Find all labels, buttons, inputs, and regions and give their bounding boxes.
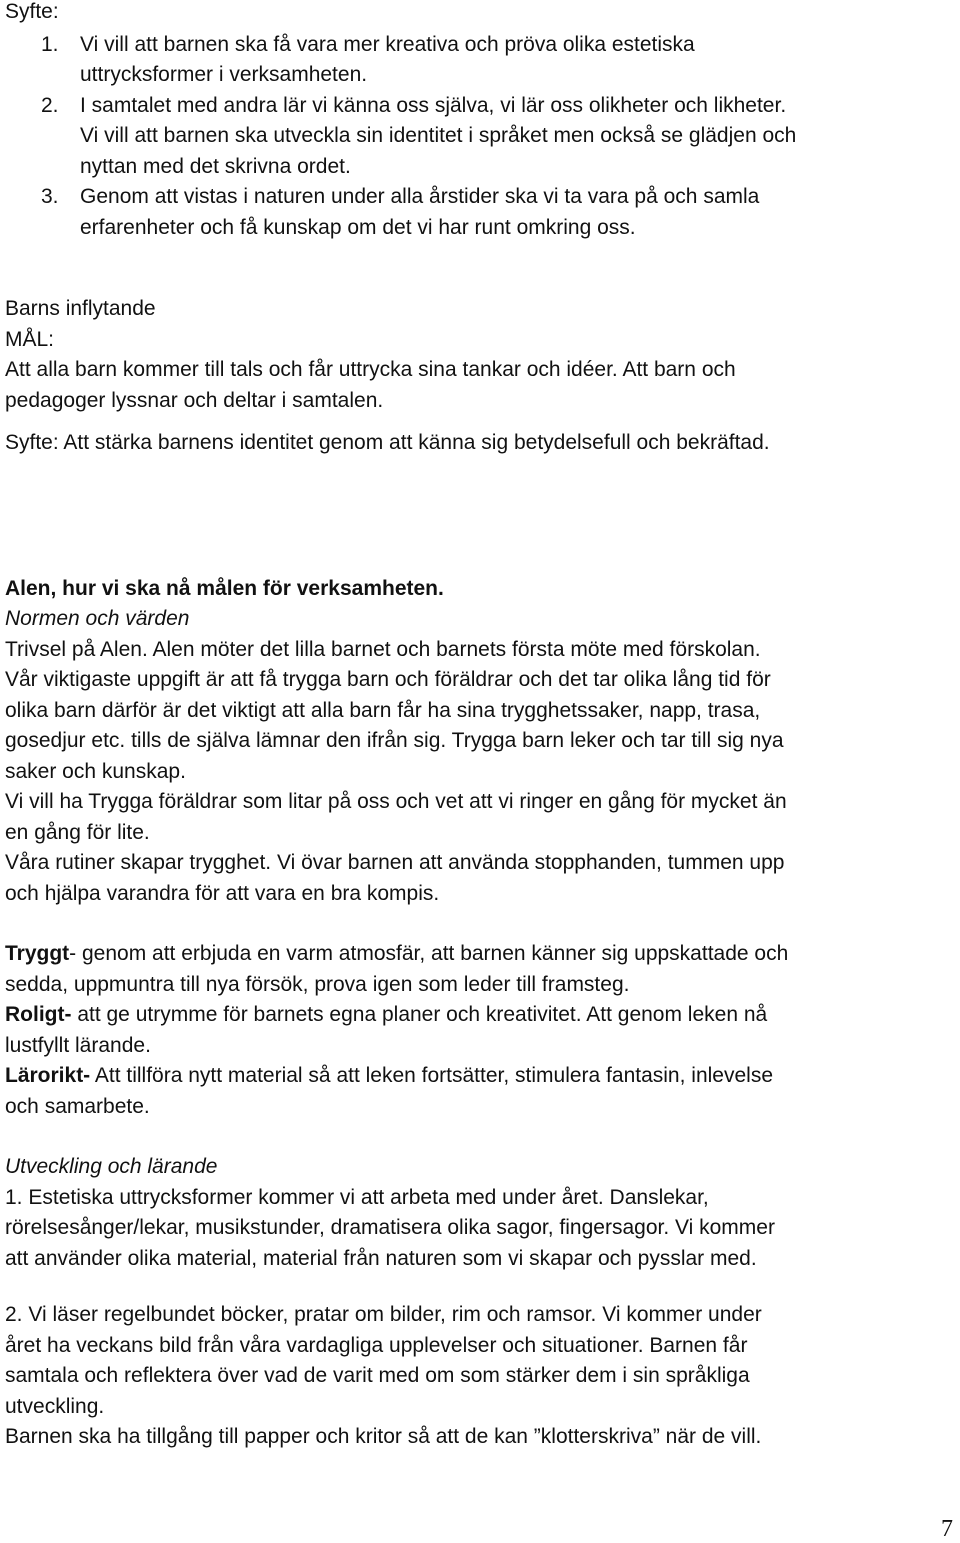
list-item	[5, 91, 950, 183]
value-label: Tryggt	[5, 942, 70, 965]
list-item	[5, 30, 950, 91]
page-number: 7	[941, 1516, 953, 1542]
list-line: I samtalet med andra lär vi känna oss själva, vi lär oss olikheter och likheter.	[80, 93, 787, 117]
paragraph-line: olika barn därför är det viktigt att alla barn får ha sina trygghetssaker, napp, trasa,	[5, 698, 761, 722]
list-item	[5, 182, 950, 243]
list-number: 3.	[41, 185, 59, 208]
paragraph-line: Vår viktigaste uppgift är att få trygga barn och föräldrar och det tar olika lång tid för	[5, 668, 771, 691]
paragraph-line: 2. Vi läser regelbundet böcker, pratar om bilder, rim och ramsor. Vi kommer under	[5, 1303, 762, 1326]
value-tryggt	[5, 939, 950, 970]
paragraph-line: Trivsel på Alen. Alen möter det lilla barnet och barnets första möte med förskolan.	[5, 637, 761, 661]
paragraph-line: 1. Estetiska uttrycksformer kommer vi att arbeta med under året. Danslekar,	[5, 1185, 709, 1209]
paragraph-line: utveckling.	[5, 1394, 105, 1418]
mal-line: pedagoger lyssnar och deltar i samtalen.	[5, 388, 384, 412]
value-text: Att tillföra nytt material så att leken fortsätter, stimulera fantasin, inlevelse	[90, 1064, 773, 1087]
paragraph-line: året ha veckans bild från våra vardagliga upplevelser och situationer. Barnen får	[5, 1333, 748, 1357]
list-number: 1.	[41, 32, 59, 56]
utveckling-heading: Utveckling och lärande	[5, 1155, 218, 1178]
value-roligt	[5, 1000, 950, 1031]
list-line: Vi vill att barnen ska få vara mer kreativa och pröva olika estetiska	[80, 32, 695, 56]
list-line: Vi vill att barnen ska utveckla sin identitet i språket men också se glädjen och	[80, 124, 797, 147]
paragraph-line: och hjälpa varandra för att vara en bra kompis.	[5, 881, 440, 905]
syfte-line: Syfte: Att stärka barnens identitet genom att känna sig betydelsefull och bekräftad.	[5, 431, 770, 454]
paragraph-line: rörelsesånger/lekar, musikstunder, dramatisera olika sagor, fingersagor. Vi kommer	[5, 1216, 775, 1239]
value-label: Lärorikt-	[5, 1064, 91, 1087]
value-line: lustfyllt lärande.	[5, 1033, 151, 1057]
paragraph-line: Barnen ska ha tillgång till papper och kritor så att de kan ”klotterskriva” när de vill.	[5, 1425, 762, 1448]
barns-inflytande-heading: Barns inflytande	[5, 297, 156, 320]
paragraph-line: en gång för lite.	[5, 820, 150, 844]
paragraph-line: samtala och reflektera över vad de varit med om som stärker dem i sin språkliga	[5, 1364, 750, 1387]
list-line: uttrycksformer i verksamheten.	[80, 63, 368, 86]
value-line: och samarbete.	[5, 1094, 150, 1118]
paragraph-line: saker och kunskap.	[5, 759, 186, 783]
paragraph-line: gosedjur etc. tills de själva lämnar den ifrån sig. Trygga barn leker och tar till sig nya	[5, 729, 784, 752]
syfte-heading: Syfte:	[5, 0, 59, 23]
value-text: att ge utrymme för barnets egna planer och kreativitet. Att genom leken nå	[71, 1003, 768, 1026]
value-line: sedda, uppmuntra till nya försök, prova igen som leder till framsteg.	[5, 972, 630, 996]
list-line: nyttan med det skrivna ordet.	[80, 154, 351, 178]
normen-heading: Normen och värden	[5, 607, 190, 630]
document-page	[5, 0, 950, 1453]
syfte-list	[5, 30, 950, 244]
list-number: 2.	[41, 93, 59, 117]
value-text: - genom att erbjuda en varm atmosfär, att barnen känner sig uppskattade och	[69, 942, 789, 965]
paragraph-line: att använder olika material, material från naturen som vi skapar och pysslar med.	[5, 1246, 757, 1270]
list-line: erfarenheter och få kunskap om det vi har runt omkring oss.	[80, 215, 636, 239]
value-label: Roligt-	[5, 1003, 72, 1026]
alen-heading: Alen, hur vi ska nå målen för verksamheten.	[5, 576, 444, 600]
mal-line: Att alla barn kommer till tals och får uttrycka sina tankar och idéer. Att barn och	[5, 358, 736, 381]
paragraph-line: Vi vill ha Trygga föräldrar som litar på oss och vet att vi ringer en gång för mycket än	[5, 790, 787, 813]
value-lararikt	[5, 1061, 950, 1092]
paragraph-line: Våra rutiner skapar trygghet. Vi övar barnen att använda stopphanden, tummen upp	[5, 851, 785, 874]
mal-label: MÅL:	[5, 327, 55, 351]
list-line: Genom att vistas i naturen under alla årstider ska vi ta vara på och samla	[80, 185, 760, 208]
